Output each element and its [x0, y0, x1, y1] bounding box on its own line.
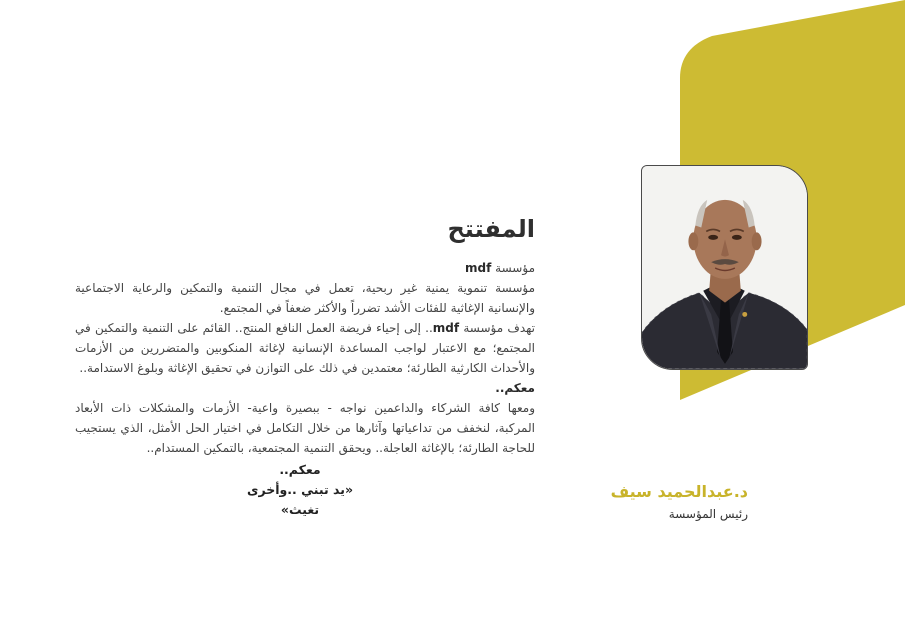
- paragraph-3: ومعها كافة الشركاء والداعمين نواجه - ببصيرة واعية- الأزمات والمشكلات ذات الأبعاد المركبة، لنخفف من تداعياتها وآثارها من خلال التكامل في اختيار الحل الأمثل، الذي يستجيب للحاجة الطارئة؛ بالإغاثة العاجلة.. ويحقق التنمية المجتمعية، بالتمكين المستدام..: [75, 401, 535, 455]
- intro-text-block: [75, 212, 535, 458]
- org-label: [75, 258, 535, 278]
- portrait-photo: [641, 165, 808, 370]
- person-name: د.عبدالحميد سيف: [610, 482, 748, 501]
- with-you-line: معكم..: [495, 381, 535, 395]
- paragraph-2-prefix: تهدف مؤسسة: [463, 321, 535, 335]
- paragraph-1: مؤسسة تنموية يمنية غير ربحية، تعمل في مجال التنمية والتمكين والرعاية الاجتماعية والإنسانية الإغاثية للفئات الأشد تضرراً والأكثر ضعفاً في المجتمع.: [75, 281, 535, 315]
- signature-block: [600, 481, 748, 523]
- closing-block: [230, 460, 370, 520]
- paragraph-2: [75, 318, 535, 378]
- closing-with-you: معكم..: [279, 462, 321, 477]
- paragraph-2-body: .. إلى إحياء فريضة العمل النافع المنتج.. القائم على التنمية والتمكين في المجتمع؛ مع الاعتبار لواجب المساعدة الإنسانية لإغاثة المنكوبين والمتضررين من الأزمات والأحداث الكارثية الطارئة؛ معتمدين في ذلك على التوازن في تحقيق الإغاثة وبلوغ الاستدامة..: [75, 321, 535, 375]
- org-name-inline: mdf: [432, 321, 460, 335]
- org-name: mdf: [465, 261, 492, 275]
- person-title: رئيس المؤسسة: [668, 507, 748, 521]
- org-label-prefix: مؤسسة: [495, 261, 535, 275]
- slogan: «يد تبني ..وأخرى تغيث»: [246, 482, 354, 517]
- page-title: المفتتح: [447, 215, 535, 243]
- portrait-illustration: [642, 166, 807, 369]
